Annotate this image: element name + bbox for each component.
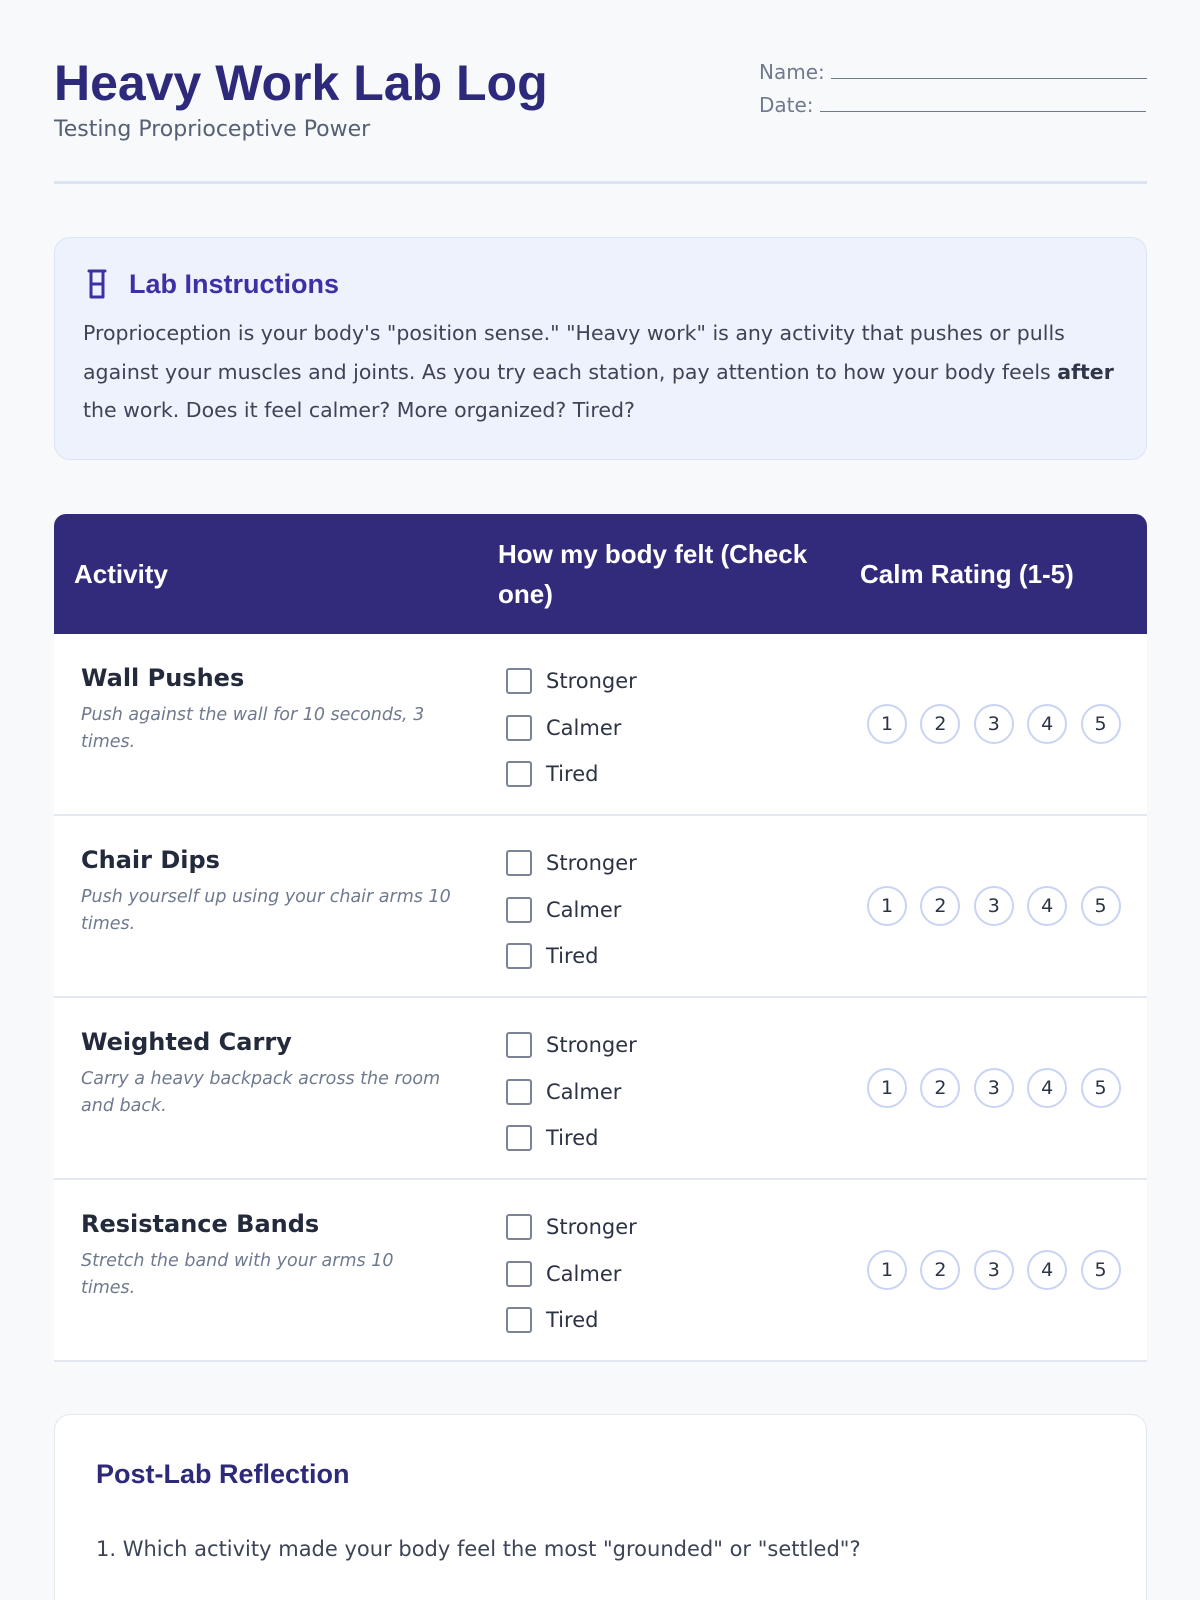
student-info [759, 56, 1147, 122]
date-label: Date: [759, 93, 814, 117]
instructions-emphasis: after [1057, 359, 1114, 384]
checkbox[interactable] [506, 715, 532, 741]
feeling-option[interactable] [506, 1251, 637, 1298]
feeling-options [506, 1204, 637, 1344]
checkbox[interactable] [506, 761, 532, 787]
rating-circle[interactable]: 4 [1027, 1250, 1067, 1290]
activity-name: Chair Dips [81, 846, 220, 874]
calm-rating [867, 886, 1134, 926]
checkbox-label: Calmer [546, 897, 622, 922]
rating-circle[interactable]: 1 [867, 704, 907, 744]
feeling-option[interactable] [506, 658, 637, 705]
page-subtitle: Testing Proprioceptive Power [54, 117, 371, 142]
calm-rating [867, 1068, 1134, 1108]
table-row [54, 1180, 1147, 1362]
checkbox-label: Stronger [546, 669, 637, 694]
checkbox[interactable] [506, 897, 532, 923]
checkbox-label: Calmer [546, 715, 622, 740]
rating-circle[interactable]: 4 [1027, 886, 1067, 926]
calm-rating [867, 704, 1134, 744]
calm-rating [867, 1250, 1134, 1290]
checkbox[interactable] [506, 1214, 532, 1240]
name-row [759, 56, 1147, 89]
checkbox-label: Tired [546, 1126, 599, 1151]
worksheet [54, 0, 1147, 1561]
instructions-title: Lab Instructions [129, 268, 340, 299]
feeling-option[interactable] [506, 751, 637, 798]
rating-circle[interactable]: 2 [920, 1068, 960, 1108]
feeling-options [506, 840, 637, 980]
rating-circle[interactable]: 3 [974, 704, 1014, 744]
name-field[interactable] [831, 61, 1147, 79]
name-label: Name: [759, 60, 825, 84]
feeling-options [506, 1022, 637, 1162]
rating-circle[interactable]: 3 [974, 886, 1014, 926]
checkbox-label: Calmer [546, 1079, 622, 1104]
feeling-option[interactable] [506, 705, 637, 752]
table-row [54, 634, 1147, 816]
table-header [54, 514, 1147, 634]
checkbox[interactable] [506, 1079, 532, 1105]
table-row [54, 816, 1147, 998]
rating-circle[interactable]: 4 [1027, 704, 1067, 744]
checkbox-label: Stronger [546, 851, 637, 876]
date-field[interactable] [820, 94, 1146, 112]
checkbox[interactable] [506, 1307, 532, 1333]
instructions-heading [83, 264, 1118, 304]
activity-name: Wall Pushes [81, 664, 245, 692]
rating-circle[interactable]: 3 [974, 1068, 1014, 1108]
rating-circle[interactable]: 5 [1081, 1068, 1121, 1108]
rating-circle[interactable]: 2 [920, 886, 960, 926]
activity-name: Resistance Bands [81, 1210, 320, 1238]
feeling-option[interactable] [506, 1204, 637, 1251]
page-title: Heavy Work Lab Log [54, 55, 548, 111]
checkbox[interactable] [506, 1125, 532, 1151]
instructions-box [54, 237, 1147, 460]
checkbox[interactable] [506, 668, 532, 694]
reflection-question: 1. Which activity made your body feel the most "grounded" or "settled"? [96, 1537, 861, 1561]
worksheet-header [54, 0, 1147, 184]
activity-description: Stretch the band with your arms 10 times. [81, 1251, 394, 1298]
beaker-icon [83, 268, 111, 300]
rating-circle[interactable]: 4 [1027, 1068, 1067, 1108]
rating-circle[interactable]: 1 [867, 1250, 907, 1290]
feeling-option[interactable] [506, 887, 637, 934]
feeling-option[interactable] [506, 1069, 637, 1116]
checkbox-label: Tired [546, 944, 599, 969]
column-header-activity: Activity [74, 559, 168, 589]
checkbox-label: Stronger [546, 1215, 637, 1240]
feeling-option[interactable] [506, 1022, 637, 1069]
instructions-text-part: Proprioception is your body's "position sense." "Heavy work" is any activity that pushes or pulls against your muscles and joints. As you try each station, pay attention to how your body feels [83, 321, 1065, 384]
activity-description: Push against the wall for 10 seconds, 3 times. [81, 705, 425, 752]
rating-circle[interactable]: 5 [1081, 886, 1121, 926]
rating-circle[interactable]: 5 [1081, 704, 1121, 744]
reflection-title: Post-Lab Reflection [96, 1459, 350, 1489]
column-header-rating: Calm Rating (1-5) [860, 559, 1074, 589]
activity-description: Carry a heavy backpack across the room and back. [81, 1069, 441, 1116]
rating-circle[interactable]: 1 [867, 886, 907, 926]
rating-circle[interactable]: 3 [974, 1250, 1014, 1290]
column-header-felt: How my body felt (Check one) [498, 539, 808, 609]
checkbox[interactable] [506, 943, 532, 969]
date-row [759, 89, 1147, 122]
checkbox-label: Tired [546, 762, 599, 787]
activity-description: Push yourself up using your chair arms 10 times. [81, 887, 451, 934]
rating-circle[interactable]: 2 [920, 1250, 960, 1290]
rating-circle[interactable]: 1 [867, 1068, 907, 1108]
rating-circle[interactable]: 5 [1081, 1250, 1121, 1290]
checkbox[interactable] [506, 1032, 532, 1058]
checkbox-label: Calmer [546, 1261, 622, 1286]
checkbox-label: Stronger [546, 1033, 637, 1058]
instructions-text [83, 314, 1118, 430]
feeling-option[interactable] [506, 1297, 637, 1344]
reflection-box [54, 1414, 1147, 1600]
rating-circle[interactable]: 2 [920, 704, 960, 744]
activity-name: Weighted Carry [81, 1028, 292, 1056]
feeling-option[interactable] [506, 840, 637, 887]
feeling-option[interactable] [506, 1115, 637, 1162]
activity-table [54, 514, 1147, 1362]
checkbox[interactable] [506, 850, 532, 876]
feeling-options [506, 658, 637, 798]
checkbox-label: Tired [546, 1308, 599, 1333]
instructions-text-part: the work. Does it feel calmer? More organized? Tired? [83, 398, 635, 422]
table-body [54, 634, 1147, 1362]
feeling-option[interactable] [506, 933, 637, 980]
checkbox[interactable] [506, 1261, 532, 1287]
table-row [54, 998, 1147, 1180]
